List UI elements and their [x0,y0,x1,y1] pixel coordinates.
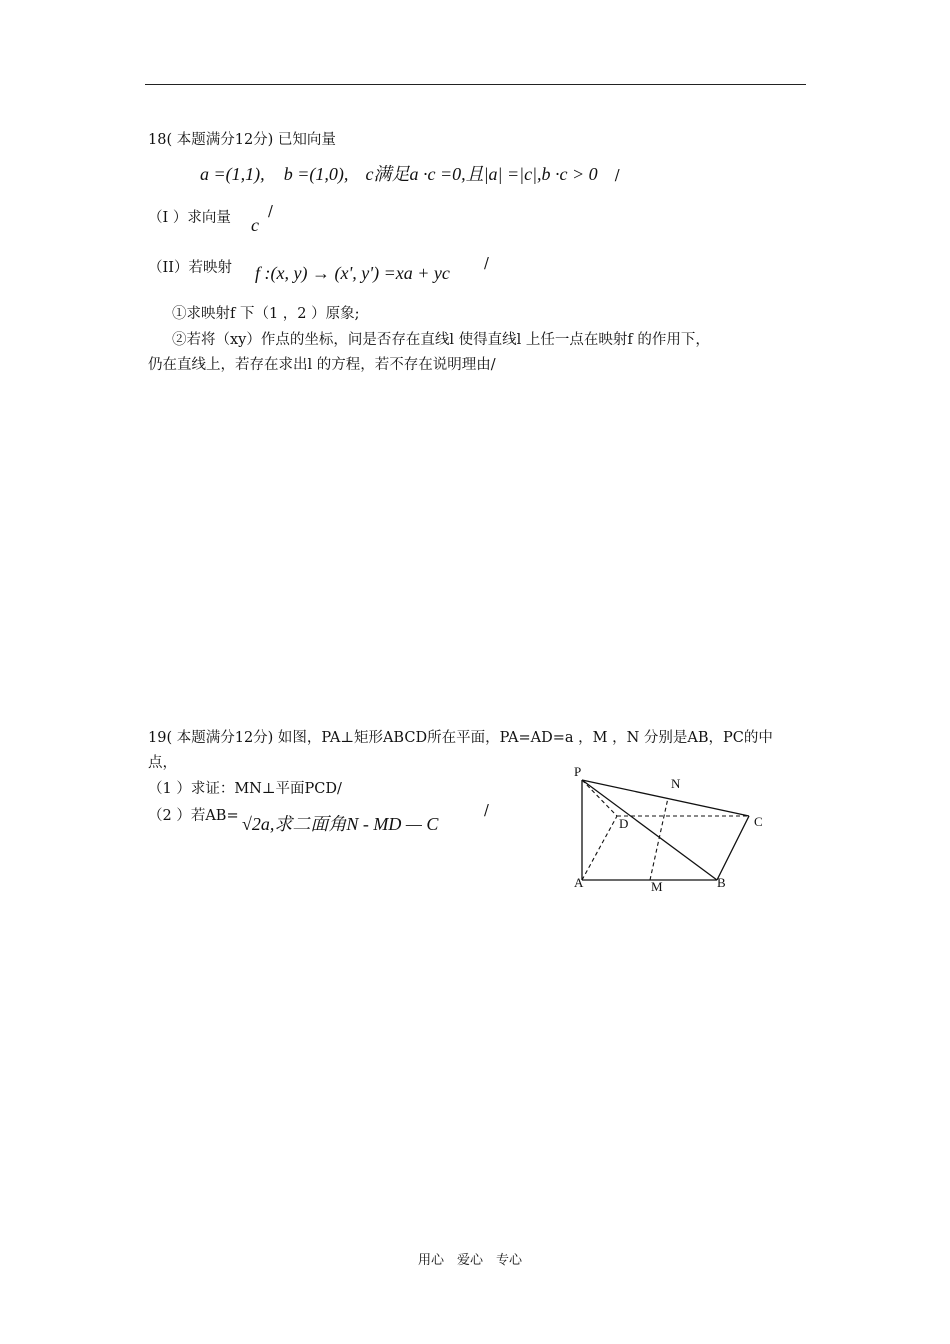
q18-heading: 18( 本题满分12分) 已知向量 [148,132,336,148]
q19-heading-line1: 19( 本题满分12分) 如图，PA⊥矩形ABCD所在平面，PA=AD=a ，M ，N 分别是AB，PC的中 [148,730,773,746]
edge-AD [582,816,617,880]
q18-part2-label: （II）若映射 [148,260,232,276]
segment-MN [650,798,668,880]
label-D: D [619,816,629,831]
q18-part1-var: c [251,215,259,235]
q18-c-condition: c满足a ·c =0,且|a| =|c|,b ·c > 0 [365,164,598,184]
q18-part2-map: f :(x, y) → (x', y') =xa + yc [255,263,450,283]
q19-part1: （1 ）求证：MN⊥平面PCD/ [148,781,342,797]
edge-PD [582,780,617,816]
label-C: C [754,814,763,829]
q18-sub2-line2: 仍在直线上，若存在求出l 的方程，若不存在说明理由/ [148,357,496,373]
q19-part2-slash: / [484,803,489,819]
q19-heading-line2: 点， [148,755,177,771]
edge-BC [717,816,749,880]
label-A: A [574,875,584,890]
label-N: N [671,776,681,791]
label-P: P [574,764,582,779]
header-rule [145,84,806,85]
q18-sub1: ①求映射f 下（1 ，2 ）原象; [172,306,360,322]
pyramid-figure [560,760,780,900]
q18-given-slash: / [614,168,620,184]
q19-part2-math: √2a,求二面角N - MD — C [242,814,439,834]
q18-part1-slash: / [268,204,273,220]
q18-sub2-line1: ②若将（xy）作点的坐标，问是否存在直线l 使得直线l 上任一点在映射f 的作用下， [172,332,710,348]
q18-part1-label: （I ）求向量 [148,210,231,226]
q18-given [200,160,620,186]
label-B: B [717,875,726,890]
q18-b-def: b =(1,0), [283,164,349,184]
q18-part2-slash: / [484,256,489,272]
label-M: M [651,879,663,894]
q18-a-def: a =(1,1), [200,164,265,184]
q19-part2-label: （2 ）若AB= [148,808,239,824]
footer-text: 用心 爱心 专心 [418,1253,523,1268]
